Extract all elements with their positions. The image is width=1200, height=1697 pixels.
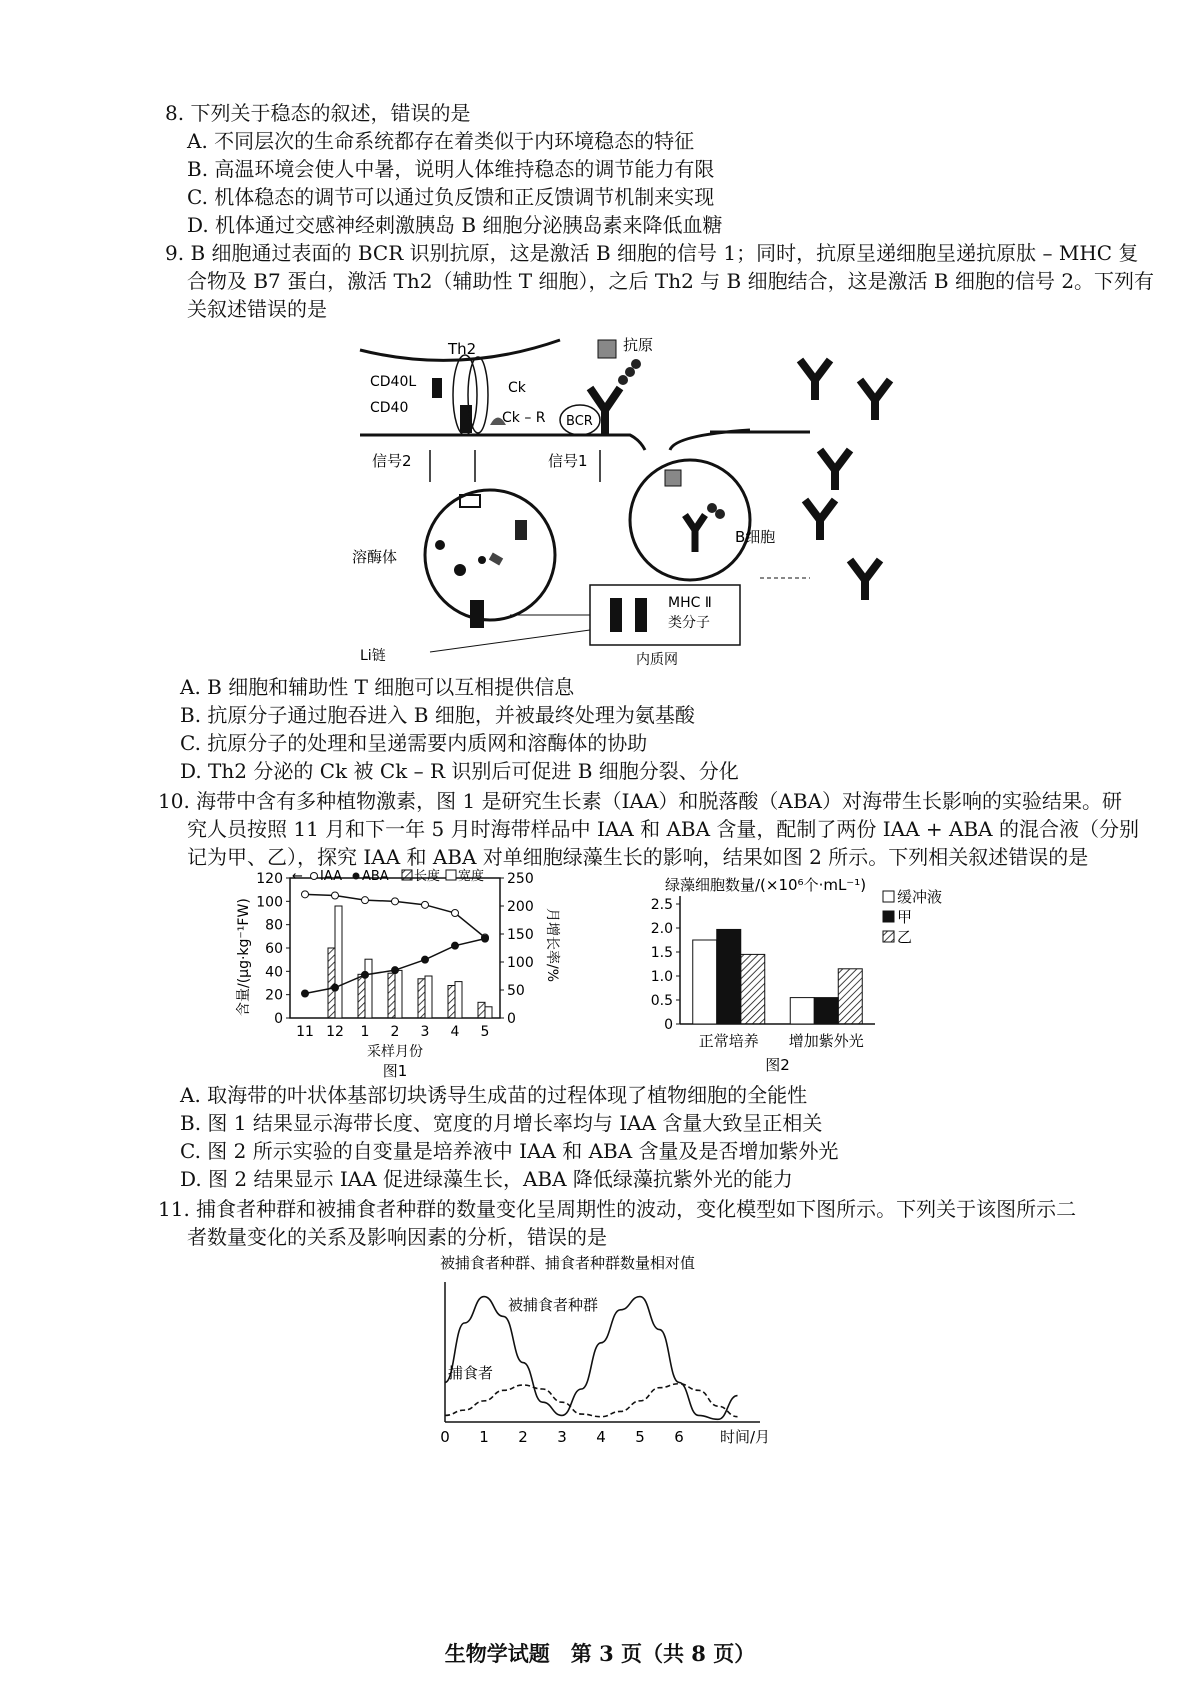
lysosome-label: 溶酶体 <box>352 548 398 566</box>
q10-option-c: C. 图 2 所示实验的自变量是培养液中 IAA 和 ABA 含量及是否增加紫外光 <box>180 1139 839 1163</box>
q11-stem-line1: 11. 捕食者种群和被捕食者种群的数量变化呈周期性的波动，变化模型如下图所示。下列关于该图所示二 <box>158 1197 1077 1221</box>
fig1-bar-宽度 <box>395 970 402 1018</box>
fig3-xtick: 3 <box>557 1428 567 1446</box>
fig2-ytick: 1.5 <box>650 945 673 961</box>
ckr-label: Ck – R <box>502 410 546 426</box>
fig2-legend-甲: 甲 <box>897 908 913 926</box>
antigen-icon <box>598 340 616 358</box>
q8-option-c: C. 机体稳态的调节可以通过负反馈和正反馈调节机制来实现 <box>187 185 715 209</box>
page-footer: 生物学试题 第 3 页（共 8 页） <box>444 1641 756 1666</box>
fig1-legend-aba: ABA <box>362 869 389 884</box>
fig1-point-IAA <box>392 898 399 905</box>
fig1-xtick: 4 <box>450 1024 460 1040</box>
fig1-point-ABA <box>392 967 399 974</box>
fig2-ytick: 0.5 <box>650 993 673 1009</box>
fig1-y2tick: 100 <box>507 955 534 971</box>
fig3-series-被捕食者种群 <box>445 1297 738 1420</box>
er-label: 内质网 <box>636 652 678 668</box>
fig1-xtick: 2 <box>390 1024 400 1040</box>
q8-option-d: D. 机体通过交感神经刺激胰岛 B 细胞分泌胰岛素来降低血糖 <box>187 213 723 237</box>
fig1-y2label: 月增长率/% <box>544 908 560 983</box>
fig1-y2tick: 150 <box>507 927 534 943</box>
q11-stem-line2: 者数量变化的关系及影响因素的分析，错误的是 <box>187 1225 607 1249</box>
predator-prey-chart <box>420 1250 800 1480</box>
fig3-title: 被捕食者种群、捕食者种群数量相对值 <box>440 1254 696 1272</box>
mhc-label-2: 类分子 <box>668 615 710 631</box>
fig1-point-ABA <box>302 990 309 997</box>
fig2-xtick: 正常培养 <box>698 1032 759 1050</box>
fig1-point-ABA <box>452 942 459 949</box>
fig2-bar-缓冲液 <box>693 940 717 1024</box>
bcell-membrane <box>360 435 645 450</box>
fig1-bar-宽度 <box>485 1007 492 1018</box>
fig3-xtick: 0 <box>440 1428 450 1446</box>
fig1-xtick: 3 <box>420 1024 430 1040</box>
fig3-xtick: 2 <box>518 1428 528 1446</box>
fig1-bar-长度 <box>418 979 425 1018</box>
q10-stem-line1: 10. 海带中含有多种植物激素，图 1 是研究生长素（IAA）和脱落酸（ABA）对海带生长影响的实验结果。研 <box>158 789 1122 813</box>
fig3-xtick: 5 <box>635 1428 645 1446</box>
lysosome-circle <box>425 490 555 620</box>
fig1-y2tick: 50 <box>507 983 525 999</box>
fig1-bar-宽度 <box>455 982 462 1018</box>
q9-option-c: C. 抗原分子的处理和呈递需要内质网和溶酶体的协助 <box>180 731 648 755</box>
fig1-ytick: 100 <box>256 894 283 911</box>
q10-option-d: D. 图 2 结果显示 IAA 促进绿藻生长，ABA 降低绿藻抗紫外光的能力 <box>180 1167 793 1191</box>
fig2-legend-缓冲液: 缓冲液 <box>897 888 943 906</box>
q9-stem-line2: 合物及 B7 蛋白，激活 Th2（辅助性 T 细胞），之后 Th2 与 B 细胞结合，这是激活 B 细胞的信号 2。下列有 <box>187 269 1155 293</box>
figure2-chart <box>635 872 975 1082</box>
fig1-xlabel: 采样月份 <box>367 1044 423 1060</box>
q8-stem: 8. 下列关于稳态的叙述，错误的是 <box>165 101 471 125</box>
fig1-point-IAA <box>362 897 369 904</box>
fig1-xtick: 11 <box>296 1024 314 1040</box>
mhc-label-1: MHC Ⅱ <box>668 595 712 611</box>
th2-label: Th2 <box>448 340 477 358</box>
fig2-bar-甲 <box>717 929 741 1024</box>
fig1-legend-prefix: ← <box>292 869 303 884</box>
fig1-ytick: 120 <box>256 871 283 887</box>
antigen-label: 抗原 <box>623 336 654 354</box>
fig1-title: 图1 <box>382 1062 408 1078</box>
fig2-title: 图2 <box>765 1056 790 1074</box>
q10-option-a: A. 取海带的叶状体基部切块诱导生成苗的过程体现了植物细胞的全能性 <box>180 1083 808 1107</box>
fig1-point-IAA <box>332 892 339 899</box>
fig3-label-prey: 被捕食者种群 <box>508 1296 599 1314</box>
fig1-bar-宽度 <box>335 906 342 1018</box>
fig1-bar-长度 <box>448 986 455 1018</box>
q10-option-b: B. 图 1 结果显示海带长度、宽度的月增长率均与 IAA 含量大致呈正相关 <box>180 1111 823 1135</box>
fig1-bar-宽度 <box>365 959 372 1018</box>
fig1-xtick: 1 <box>360 1024 370 1040</box>
li-chain-label: Li链 <box>360 648 386 664</box>
fig1-y2tick: 0 <box>507 1011 516 1027</box>
q8-option-b: B. 高温环境会使人中暑，说明人体维持稳态的调节能力有限 <box>187 157 715 181</box>
bcell-membrane-right <box>670 430 810 450</box>
fig1-legend-iaa: IAA <box>320 869 342 884</box>
bcell-label: B细胞 <box>735 528 776 546</box>
figure1-chart <box>230 868 600 1078</box>
signal2-label: 信号2 <box>372 452 412 470</box>
bcr-antibody-icon <box>590 388 620 435</box>
signal1-label: 信号1 <box>548 452 588 470</box>
fig2-ytick: 2.0 <box>650 921 673 937</box>
fig2-ytick: 2.5 <box>650 897 673 913</box>
q8-option-a: A. 不同层次的生命系统都存在着类似于内环境稳态的特征 <box>187 129 695 153</box>
fig3-xlabel: 时间/月 <box>720 1428 771 1446</box>
fig1-ytick: 40 <box>265 964 283 981</box>
fig1-ylabel: 含量/(μg·kg⁻¹FW) <box>236 898 252 1016</box>
fig2-xtick: 增加紫外光 <box>788 1032 864 1050</box>
fig1-xtick: 5 <box>480 1024 490 1040</box>
fig1-point-IAA <box>452 910 459 917</box>
fig1-point-ABA <box>332 984 339 991</box>
fig1-ytick: 60 <box>265 941 283 957</box>
q10-stem-line2: 究人员按照 11 月和下一年 5 月时海带样品中 IAA 和 ABA 含量，配制了两份 IAA + ABA 的混合液（分别 <box>187 817 1139 841</box>
fig1-bar-长度 <box>388 973 395 1018</box>
fig1-y2tick: 200 <box>507 899 534 915</box>
q9-option-d: D. Th2 分泌的 Ck 被 Ck – R 识别后可促进 B 细胞分裂、分化 <box>180 759 739 783</box>
fig3-xtick: 1 <box>479 1428 489 1446</box>
bcr-label: BCR <box>566 414 593 429</box>
fig1-bar-长度 <box>358 974 365 1018</box>
fig1-ytick: 0 <box>274 1011 283 1027</box>
fig1-legend-wid: 宽度 <box>458 869 485 884</box>
fig3-xtick: 6 <box>674 1428 684 1446</box>
q9-bcell-diagram <box>330 330 980 670</box>
cd40l-icon <box>432 378 442 398</box>
q9-option-b: B. 抗原分子通过胞吞进入 B 细胞，并被最终处理为氨基酸 <box>180 703 695 727</box>
cd40l-label: CD40L <box>370 374 417 390</box>
q9-stem-line3: 关叙述错误的是 <box>187 297 327 321</box>
q9-stem-line1: 9. B 细胞通过表面的 BCR 识别抗原，这是激活 B 细胞的信号 1；同时，抗原呈递细胞呈递抗原肽 – MHC 复 <box>165 241 1139 265</box>
fig2-bar-缓冲液 <box>790 998 814 1024</box>
fig1-ytick: 80 <box>265 917 283 934</box>
receptor-outline-icon <box>468 357 488 433</box>
fig1-point-IAA <box>422 901 429 908</box>
fig1-point-ABA <box>422 956 429 963</box>
ck-label: Ck <box>508 380 526 396</box>
fig2-ytick: 1.0 <box>650 969 673 985</box>
fig3-label-predator: 捕食者 <box>448 1364 494 1382</box>
fig3-xtick: 4 <box>596 1428 606 1446</box>
fig1-point-ABA <box>362 971 369 978</box>
fig2-bar-乙 <box>838 969 862 1024</box>
fig1-legend-len: 长度 <box>414 869 441 884</box>
q9-option-a: A. B 细胞和辅助性 T 细胞可以互相提供信息 <box>180 675 575 699</box>
fig1-point-ABA <box>482 935 489 942</box>
fig1-y2tick: 250 <box>507 871 534 887</box>
fig1-ytick: 20 <box>265 987 283 1004</box>
fig1-bar-长度 <box>478 1002 485 1018</box>
fig1-point-IAA <box>302 891 309 898</box>
fig2-ytick: 0 <box>664 1017 673 1033</box>
fig1-xtick: 12 <box>326 1024 344 1040</box>
fig2-ylabel: 绿藻细胞数量/(×10⁶个·mL⁻¹) <box>665 876 867 894</box>
fig1-bar-宽度 <box>425 976 432 1018</box>
cd40-label: CD40 <box>370 400 409 416</box>
fig2-bar-乙 <box>741 954 765 1024</box>
fig2-legend-乙: 乙 <box>897 928 913 946</box>
fig1-bar-长度 <box>328 948 335 1018</box>
q10-stem-line3: 记为甲、乙），探究 IAA 和 ABA 对单细胞绿藻生长的影响，结果如图 2 所示。下列相关叙述错误的是 <box>187 845 1089 869</box>
fig2-bar-甲 <box>814 998 838 1024</box>
